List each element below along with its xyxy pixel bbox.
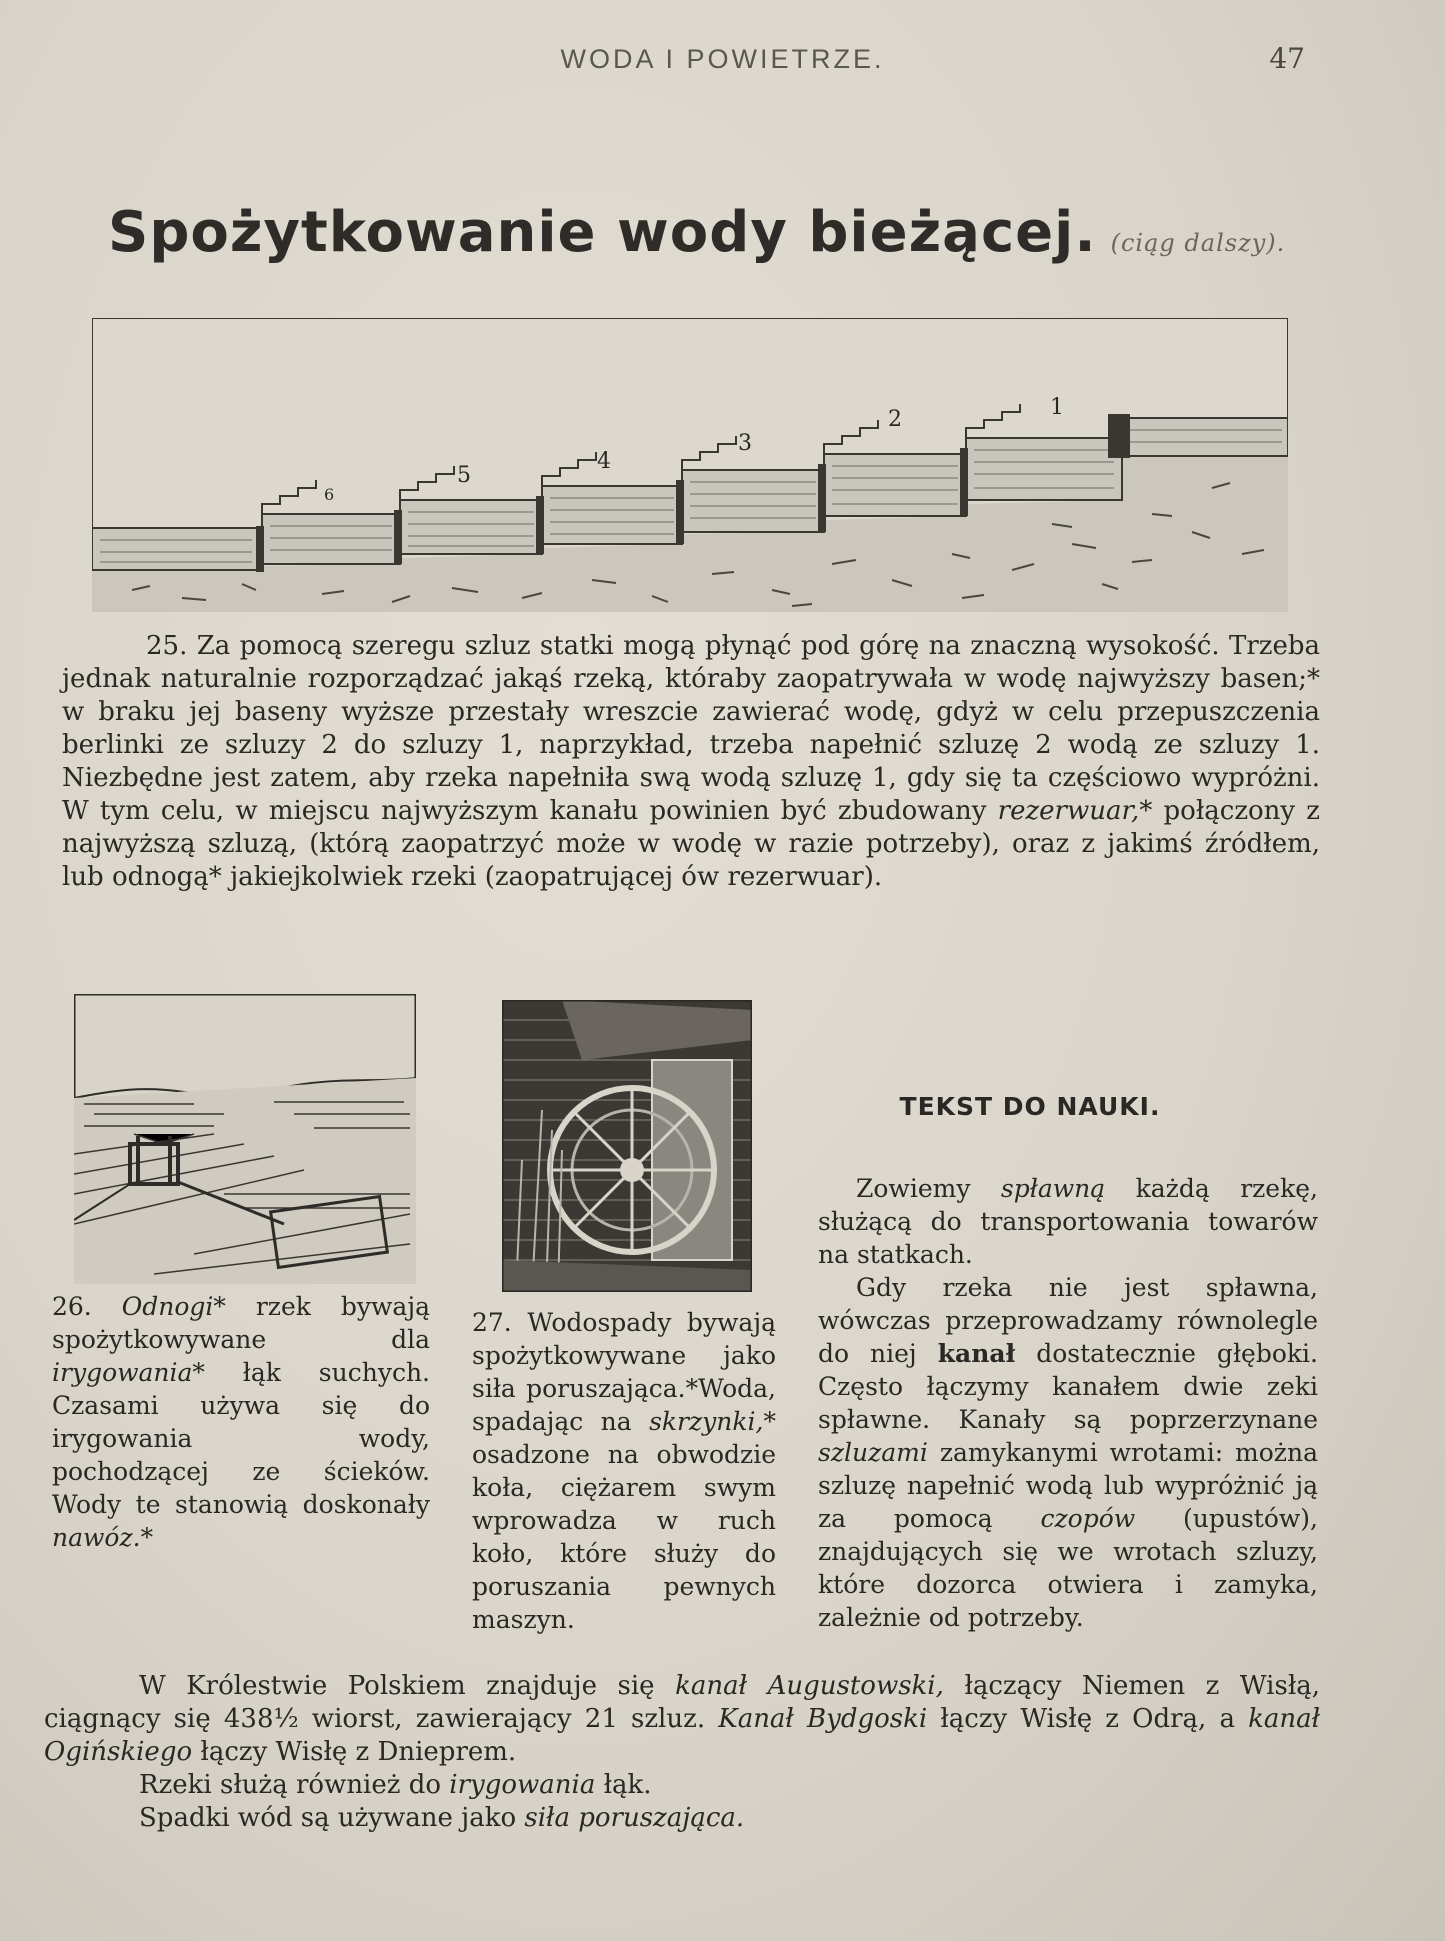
bottom-paragraph-1: W Królestwie Polskiem znajduje się kanał Augustowski, łączący Niemen z Wisłą, ciągnący się 438½ wiorst, zawierający 21 szluz. Kanał Bydgoski łączy Wisłę z Odrą, a kanał Ogińskiego łączy Wisłę z Dnieprem. [44, 1671, 1321, 1767]
title-suffix: (ciąg dalszy). [1110, 229, 1286, 257]
study-paragraph-2: Gdy rzeka nie jest spławna, wówczas przeprowadzamy równolegle do niej kanał dostatecznie głęboki. Często łączymy kanałem dwie zeki spławne. Kanały są poprzerzynane szluzami zamykanymi wrotami: można szluzę napełnić wodą lub wypróżnić ją za pomocą czopów (upustów), znajdujących się we wrotach szluzy, które dozorca otwiera i zamyka, zależnie od potrzeby. [818, 1273, 1319, 1632]
running-header: WODA I POWIETRZE. [560, 44, 885, 74]
irrigation-illustration [74, 994, 416, 1284]
waterwheel-illustration [502, 1000, 752, 1292]
canal-locks-illustration [92, 318, 1288, 612]
caption-27: 27. Wodospady bywają spożytkowywane jako siła poruszająca.*Woda, spadając na skrzynki,* osadzone na obwodzie koła, ciężarem swym wprowadza w ruch koło, które służy do poruszania pewnych maszyn. [472, 1308, 776, 1634]
lock-label-4: 4 [597, 449, 611, 474]
lock-label-5: 5 [457, 463, 471, 488]
paragraph-25: 25. Za pomocą szeregu szluz statki mogą płynąć pod górę na znaczną wysokość. Trzeba jednak naturalnie rozporządzać jakąś rzeką, któraby zaopatrywała w wodę najwyższy basen;* w braku jej baseny wyższe przestały wreszcie zawierać wodę, gdyż w celu przepuszczenia berlinki ze szluzy 2 do szluzy 1, naprzykład, trzeba napełnić szluzę 2 wodą ze szluzy 1. Niezbędne jest zatem, aby rzeka napełniła swą wodą szluzę 1, gdy się ta częściowo wypróżni. W tym celu, w miejscu najwyższym kanału powinien być zbudowany rezerwuar,* połączony z najwyższą szluzą, (którą zaopatrzyć może w wodę w razie potrzeby), oraz z jakimś źródłem, lub odnogą* jakiejkolwiek rzeki (zaopatrującej ów rezerwuar). [62, 631, 1321, 892]
bottom-paragraph-2: Rzeki służą również do irygowania łąk. [139, 1770, 652, 1800]
lock-label-1: 1 [1050, 395, 1064, 420]
lock-label-3: 3 [738, 431, 752, 456]
lock-label-2: 2 [888, 407, 902, 432]
page-title [108, 200, 1285, 265]
study-paragraph-1: Zowiemy spławną każdą rzekę, służącą do transportowania towarów na statkach. [818, 1174, 1318, 1269]
page-number: 47 [1269, 42, 1305, 75]
paragraph-number: 25. [146, 631, 188, 661]
lock-label-6: 6 [324, 485, 335, 504]
study-text [818, 1172, 1318, 1634]
study-text-heading: TEKST DO NAUKI. [899, 1092, 1161, 1121]
title-main: Spożytkowanie wody bieżącej. [108, 200, 1097, 265]
bottom-paragraph-3: Spadki wód są używane jako siła poruszająca. [139, 1803, 745, 1833]
caption-26: 26. Odnogi* rzek bywają spożytkowywane dla irygowania* łąk suchych. Czasami używa się do irygowania wody, pochodzącej ze ścieków. Wody te stanowią doskonały nawóz.* [52, 1292, 431, 1552]
bottom-text [44, 1670, 1320, 1835]
